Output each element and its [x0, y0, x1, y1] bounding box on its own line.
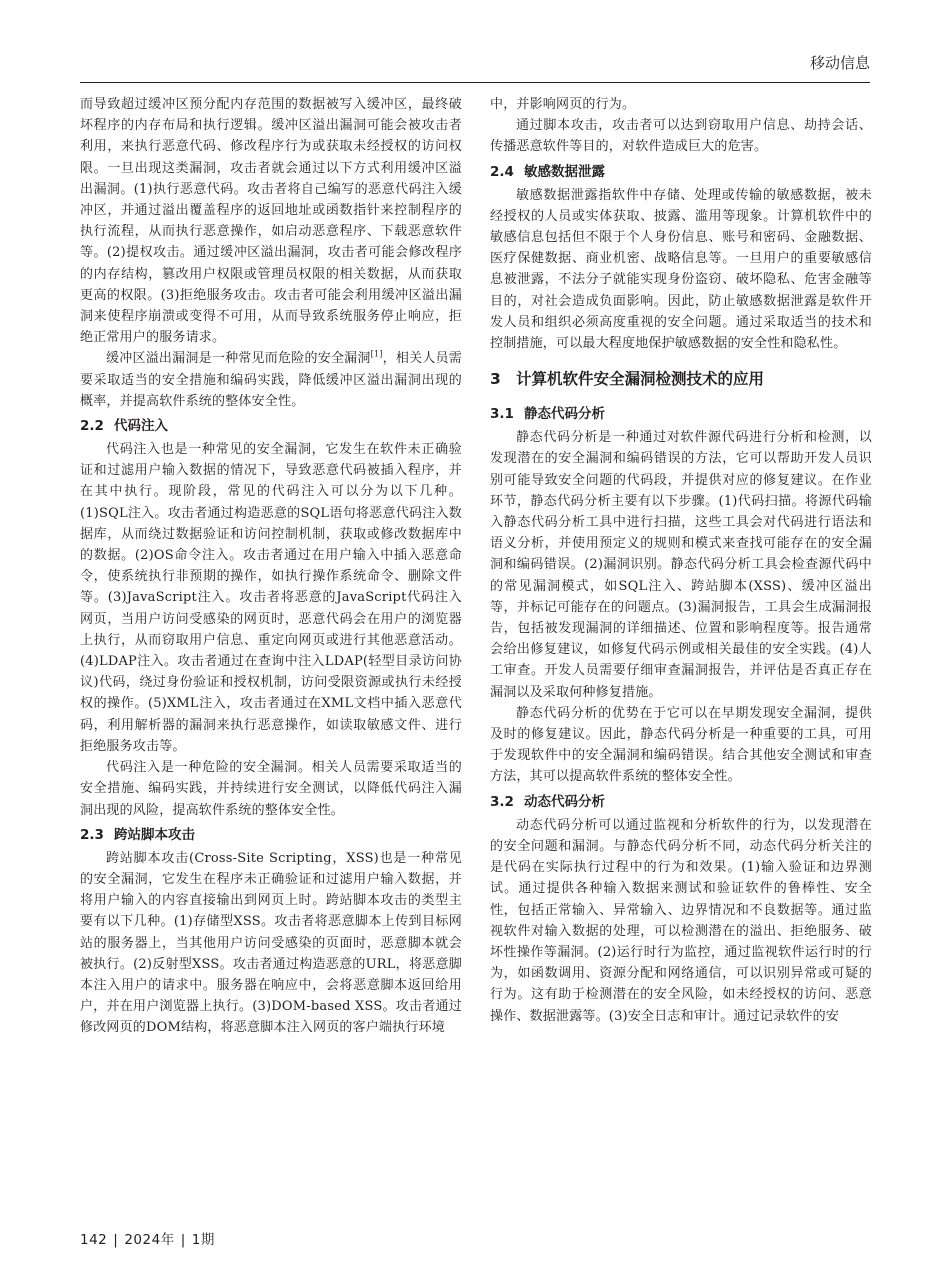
- issue-year: 2024年: [124, 1232, 175, 1248]
- section-number: 3: [490, 370, 501, 389]
- paragraph: 敏感数据泄露指软件中存储、处理或传输的敏感数据，被未经授权的人员或实体获取、披露、滥用等现象。计算机软件中的敏感信息包括但不限于个人身份信息、账号和密码、金融数据、医疗保健数据、商业机密、战略信息等。一旦用户的重要敏感信息被泄露，不法分子就能实现身份盗窃、破坏隐私、危害金融等目的，对社会造成负面影响。因此，防止敏感数据泄露是软件开发人员和组织必须高度重视的安全问题。通过采取适当的技术和控制措施，可以最大程度地保护敏感数据的安全性和隐私性。: [490, 187, 872, 352]
- section-title: 跨站脚本攻击: [114, 826, 195, 843]
- section-title: 敏感数据泄露: [524, 163, 605, 180]
- paragraph: 跨站脚本攻击(Cross-Site Scripting，XSS)也是一种常见的安全漏洞，它发生在程序未正确验证和过滤用户输入数据，并将用户输入的内容直接输出到网页上时。跨站脚本攻击的类型主要有以下几种。(1)存储型XSS。攻击者将恶意脚本上传到目标网站的服务器上，当其他用户访问受感染的页面时，恶意脚本就会被执行。(2)反射型XSS。攻击者通过构造恶意的URL，将恶意脚本注入用户的请求中。服务器在响应中，会将恶意脚本返回给用户，并在用户浏览器上执行。(3)DOM-based XSS。攻击者通过修改网页的DOM结构，将恶意脚本注入网页的客户端执行环境: [80, 850, 462, 1036]
- header-rule: [80, 82, 870, 83]
- journal-title: 移动信息: [809, 54, 870, 72]
- paragraph: 通过脚本攻击，攻击者可以达到窃取用户信息、劫持会话、传播恶意软件等目的，对软件造成巨大的危害。: [490, 118, 872, 155]
- section-number: 3.2: [490, 793, 514, 810]
- section-number: 2.3: [80, 826, 104, 843]
- section-heading-3-2: [490, 790, 872, 814]
- section-heading-2-4: [490, 160, 872, 184]
- page-number: 142: [80, 1232, 108, 1248]
- section-title: 静态代码分析: [524, 406, 605, 423]
- section-heading-2-2: [80, 414, 462, 438]
- paragraph: 动态代码分析可以通过监视和分析软件的行为，以发现潜在的安全问题和漏洞。与静态代码分析不同，动态代码分析关注的是代码在实际执行过程中的行为和效果。(1)输入验证和边界测试。通过提供各种输入数据来测试和验证软件的鲁棒性、安全性，包括正常输入、异常输入、边界情况和不良数据等。通过监视软件对输入数据的处理，可以检测潜在的溢出、拒绝服务、破坏性操作等漏洞。(2)运行时行为监控，通过监视软件运行时的行为，如函数调用、资源分配和网络通信，可以识别异常或可疑的行为。这有助于检测潜在的安全风险，如未经授权的访问、恶意操作、数据泄露等。(3)安全日志和审计。通过记录软件的安: [490, 817, 872, 1024]
- page-footer: [80, 1228, 215, 1248]
- left-column: [80, 94, 462, 1039]
- paragraph-text: 缓冲区溢出漏洞是一种常见而危险的安全漏洞: [106, 351, 371, 367]
- paragraph: 代码注入也是一种常见的安全漏洞，它发生在软件未正确验证和过滤用户输入数据的情况下，导致恶意代码被插入程序，并在其中执行。现阶段，常见的代码注入可以分为以下几种。(1)SQL注入。攻击者通过构造恶意的SQL语句将恶意代码注入数据库，从而绕过数据验证和访问控制机制，获取或修改数据库中的数据。(2)OS命令注入。攻击者通过在用户输入中插入恶意命令，使系统执行非预期的操作，如执行操作系统命令、删除文件等。(3)JavaScript注入。攻击者将恶意的JavaScript代码注入网页，当用户访问受感染的网页时，恶意代码会在用户的浏览器上执行，从而窃取用户信息、重定向网页或进行其他恶意活动。(4)LDAP注入。攻击者通过在查询中注入LDAP(轻型目录访问协议)代码，绕过身份验证和授权机制，访问受限资源或执行未经授权的操作。(5)XML注入，攻击者通过在XML文档中插入恶意代码，利用解析器的漏洞来执行恶意操作，如读取敏感文件、进行拒绝服务攻击等。: [80, 442, 462, 754]
- paragraph-text: ，相关人员需要采取适当的安全措施和编码实践，降低缓冲区溢出漏洞出现的概率，并提高软件系统的整体安全性。: [80, 351, 462, 409]
- paragraph: 静态代码分析是一种通过对软件源代码进行分析和检测，以发现潜在的安全漏洞和编码错误的方法，它可以帮助开发人员识别可能导致安全问题的代码段，并提供对应的修复建议。在作业环节，静态代码分析主要有以下步骤。(1)代码扫描。将源代码输入静态代码分析工具中进行扫描，这些工具会对代码进行语法和语义分析，并使用预定义的规则和模式来查找可能存在的安全漏洞和编码错误。(2)漏洞识别。静态代码分析工具会检查源代码中的常见漏洞模式，如SQL注入、跨站脚本(XSS)、缓冲区溢出等，并标记可能存在的问题点。(3)漏洞报告，工具会生成漏洞报告，包括被发现漏洞的详细描述、位置和影响程度等。报告通常会给出修复建议，如修复代码示例或相关最佳的安全实践。(4)人工审查。开发人员需要仔细审查漏洞报告，并评估是否真正存在漏洞以及采取何种修复措施。: [490, 430, 872, 700]
- section-number: 2.4: [490, 163, 514, 180]
- footer-separator: |: [180, 1232, 186, 1248]
- paragraph: 代码注入是一种危险的安全漏洞。相关人员需要采取适当的安全措施、编码实践，并持续进行安全测试，以降低代码注入漏洞出现的风险，提高软件系统的整体安全性。: [80, 760, 462, 818]
- section-number: 2.2: [80, 418, 104, 435]
- section-title: 计算机软件安全漏洞检测技术的应用: [516, 370, 765, 389]
- section-heading-2-3: [80, 823, 462, 847]
- section-heading-3-1: [490, 402, 872, 426]
- issue-number: 1期: [191, 1232, 215, 1248]
- section-heading-3: [490, 366, 872, 392]
- citation-ref[interactable]: [1]: [370, 350, 383, 360]
- paragraph: 中，并影响网页的行为。: [490, 97, 636, 112]
- paragraph: 而导致超过缓冲区预分配内存范围的数据被写入缓冲区，最终破坏程序的内存布局和执行逻辑。缓冲区溢出漏洞可能会被攻击者利用，来执行恶意代码、修改程序行为或获取未经授权的访问权限。一旦出现这类漏洞，攻击者就会通过以下方式利用缓冲区溢出漏洞。(1)执行恶意代码。攻击者将自己编写的恶意代码注入缓冲区，并通过溢出覆盖程序的返回地址或函数指针来控制程序的执行流程，从而执行恶意操作，如启动恶意程序、下载恶意软件等。(2)提权攻击。通过缓冲区溢出漏洞，攻击者可能会修改程序的内存结构，篡改用户权限或管理员权限的相关数据，从而获取更高的权限。(3)拒绝服务攻击。攻击者可能会利用缓冲区溢出漏洞来使程序崩溃或变得不可用，从而导致系统服务停止响应，拒绝正常用户的服务请求。: [80, 97, 462, 346]
- paragraph: 静态代码分析的优势在于它可以在早期发现安全漏洞，提供及时的修复建议。因此，静态代码分析是一种重要的工具，可用于发现软件中的安全漏洞和编码错误。结合其他安全测试和审查方法，其可以提高软件系统的整体安全性。: [490, 705, 872, 785]
- section-title: 动态代码分析: [524, 793, 605, 810]
- right-column: [490, 94, 872, 1027]
- section-number: 3.1: [490, 406, 514, 423]
- footer-separator: |: [113, 1232, 119, 1248]
- section-title: 代码注入: [114, 418, 168, 435]
- paragraph: [80, 348, 462, 412]
